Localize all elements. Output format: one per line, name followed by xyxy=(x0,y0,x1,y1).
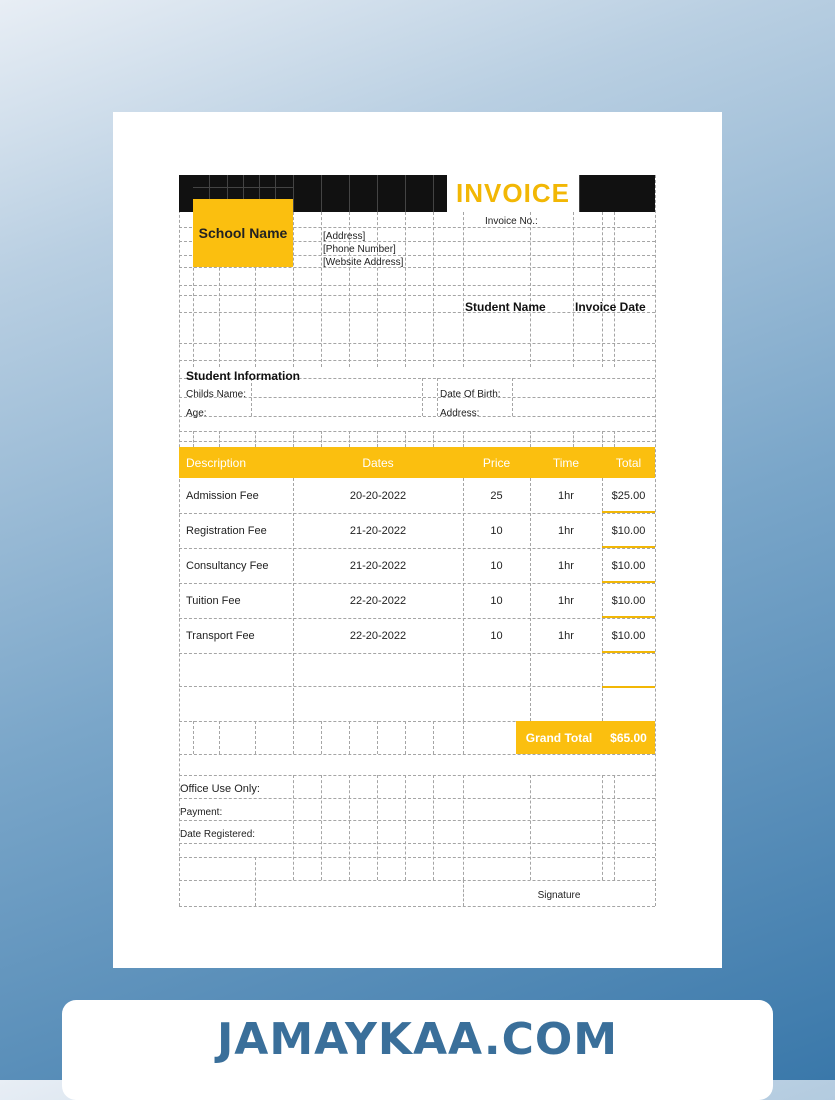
grid-vline xyxy=(655,175,656,906)
item-description: Tuition Fee xyxy=(186,594,241,607)
footer-banner xyxy=(62,1000,773,1100)
table-row xyxy=(179,513,655,548)
invoice-form xyxy=(179,175,655,906)
grid-vline xyxy=(293,775,294,880)
student-name-label: Student Name xyxy=(465,300,546,314)
item-date: 22-20-2022 xyxy=(349,629,407,642)
total-underline xyxy=(602,581,655,583)
item-time: 1hr xyxy=(558,629,574,642)
grid-hline xyxy=(179,880,655,881)
table-row xyxy=(179,583,655,618)
item-time: 1hr xyxy=(558,559,574,572)
grid-vline xyxy=(255,721,256,754)
grid-vline xyxy=(437,378,438,416)
grid-hline xyxy=(179,267,655,268)
col-time: Time xyxy=(552,455,580,470)
grid-vline xyxy=(377,721,378,754)
signature-label: Signature xyxy=(537,890,581,901)
invoice-number-label: Invoice No.: xyxy=(485,216,538,227)
grid-vline xyxy=(193,431,194,447)
website-field[interactable]: [Website Address] xyxy=(323,257,404,268)
grid-vline xyxy=(321,431,322,447)
grid-vline xyxy=(293,431,294,447)
grid-vline xyxy=(573,431,574,447)
dob-label: Date Of Birth: xyxy=(440,389,501,400)
grid-vline xyxy=(602,775,603,880)
grid-vline xyxy=(405,431,406,447)
bar-divider xyxy=(433,175,434,212)
total-underline xyxy=(602,651,655,653)
item-description: Consultancy Fee xyxy=(186,559,269,572)
grid-vline xyxy=(614,775,615,880)
col-description: Description xyxy=(186,455,247,470)
item-description: Registration Fee xyxy=(186,524,267,537)
grid-hline xyxy=(179,798,655,799)
grid-hline xyxy=(179,653,655,654)
grid-vline xyxy=(377,775,378,880)
item-price: 25 xyxy=(490,489,503,502)
grid-vline xyxy=(293,721,294,754)
item-time: 1hr xyxy=(558,594,574,607)
item-total: $10.00 xyxy=(611,524,646,537)
address-field[interactable]: [Address] xyxy=(323,231,366,242)
grid-vline xyxy=(255,857,256,906)
item-total: $10.00 xyxy=(611,559,646,572)
grid-vline xyxy=(512,378,513,416)
grid-vline xyxy=(433,721,434,754)
grid-hline xyxy=(179,295,655,296)
grid-hline xyxy=(179,416,655,417)
grand-total-value: $65.00 xyxy=(602,721,655,754)
item-date: 22-20-2022 xyxy=(349,594,407,607)
payment-label: Payment: xyxy=(180,807,223,818)
grid-vline xyxy=(349,721,350,754)
grid-vline xyxy=(433,431,434,447)
item-description: Transport Fee xyxy=(186,629,255,642)
student-info-heading: Student Information xyxy=(186,369,300,383)
childs-name-label: Childs Name: xyxy=(186,389,247,400)
bar-divider xyxy=(405,175,406,212)
grid-hline xyxy=(179,441,655,442)
grid-hline xyxy=(179,343,655,344)
bar-divider xyxy=(579,175,580,212)
col-price: Price xyxy=(482,455,511,470)
grid-vline xyxy=(193,721,194,754)
item-time: 1hr xyxy=(558,524,574,537)
grid-hline xyxy=(179,360,655,361)
grid-hline xyxy=(179,431,655,432)
invoice-sheet xyxy=(113,112,722,968)
table-header xyxy=(179,447,655,478)
grid-vline xyxy=(422,378,423,416)
bar-divider xyxy=(227,175,228,199)
grid-vline xyxy=(321,775,322,880)
bar-divider xyxy=(275,175,276,199)
bar-divider xyxy=(293,175,294,212)
grid-hline xyxy=(179,843,655,844)
total-underline xyxy=(602,686,655,688)
grid-vline xyxy=(463,721,464,754)
school-name: School Name xyxy=(193,199,293,267)
grid-vline xyxy=(530,775,531,880)
grid-vline xyxy=(255,431,256,447)
grid-hline xyxy=(179,686,655,687)
total-underline xyxy=(602,511,655,513)
grid-vline xyxy=(349,431,350,447)
brand-text[interactable]: JAMAYKAA.COM xyxy=(216,1014,619,1065)
item-description: Admission Fee xyxy=(186,489,259,502)
item-date: 21-20-2022 xyxy=(349,524,407,537)
grid-hline xyxy=(179,820,655,821)
item-price: 10 xyxy=(490,629,503,642)
col-dates: Dates xyxy=(362,455,394,470)
grid-vline xyxy=(602,431,603,447)
grid-vline xyxy=(349,775,350,880)
item-price: 10 xyxy=(490,594,503,607)
invoice-title: INVOICE xyxy=(447,175,579,212)
grid-hline xyxy=(179,775,655,776)
age-label: Age: xyxy=(186,408,207,419)
office-use-label: Office Use Only: xyxy=(180,783,260,795)
grid-vline xyxy=(433,775,434,880)
grid-vline xyxy=(251,378,252,416)
table-row xyxy=(179,478,655,513)
total-underline xyxy=(602,616,655,618)
total-underline xyxy=(602,546,655,548)
item-price: 10 xyxy=(490,524,503,537)
item-total: $10.00 xyxy=(611,594,646,607)
grid-vline xyxy=(463,775,464,880)
grid-vline xyxy=(377,431,378,447)
bar-divider xyxy=(349,175,350,212)
grid-hline xyxy=(179,285,655,286)
item-time: 1hr xyxy=(558,489,574,502)
phone-field[interactable]: [Phone Number] xyxy=(323,244,396,255)
grid-vline xyxy=(219,721,220,754)
item-total: $25.00 xyxy=(611,489,646,502)
grid-vline xyxy=(463,431,464,447)
grid-vline xyxy=(405,775,406,880)
invoice-date-label: Invoice Date xyxy=(575,300,646,314)
table-row xyxy=(179,618,655,653)
date-registered-label: Date Registered: xyxy=(180,829,256,840)
table-row xyxy=(179,548,655,583)
bar-divider xyxy=(243,175,244,199)
grid-hline xyxy=(179,857,655,858)
bar-divider xyxy=(321,175,322,212)
grid-hline xyxy=(179,906,655,907)
col-total: Total xyxy=(615,455,642,470)
item-date: 20-20-2022 xyxy=(349,489,407,502)
item-date: 21-20-2022 xyxy=(349,559,407,572)
grid-vline xyxy=(405,721,406,754)
bar-divider xyxy=(209,175,210,199)
grand-total-label: Grand Total xyxy=(516,721,602,754)
grid-vline xyxy=(614,431,615,447)
grid-hline xyxy=(179,754,655,755)
address-label: Address: xyxy=(440,408,480,419)
grid-vline xyxy=(219,431,220,447)
bar-divider xyxy=(377,175,378,212)
grid-vline xyxy=(530,431,531,447)
bar-divider xyxy=(259,175,260,199)
item-total: $10.00 xyxy=(611,629,646,642)
item-price: 10 xyxy=(490,559,503,572)
grid-vline xyxy=(321,721,322,754)
